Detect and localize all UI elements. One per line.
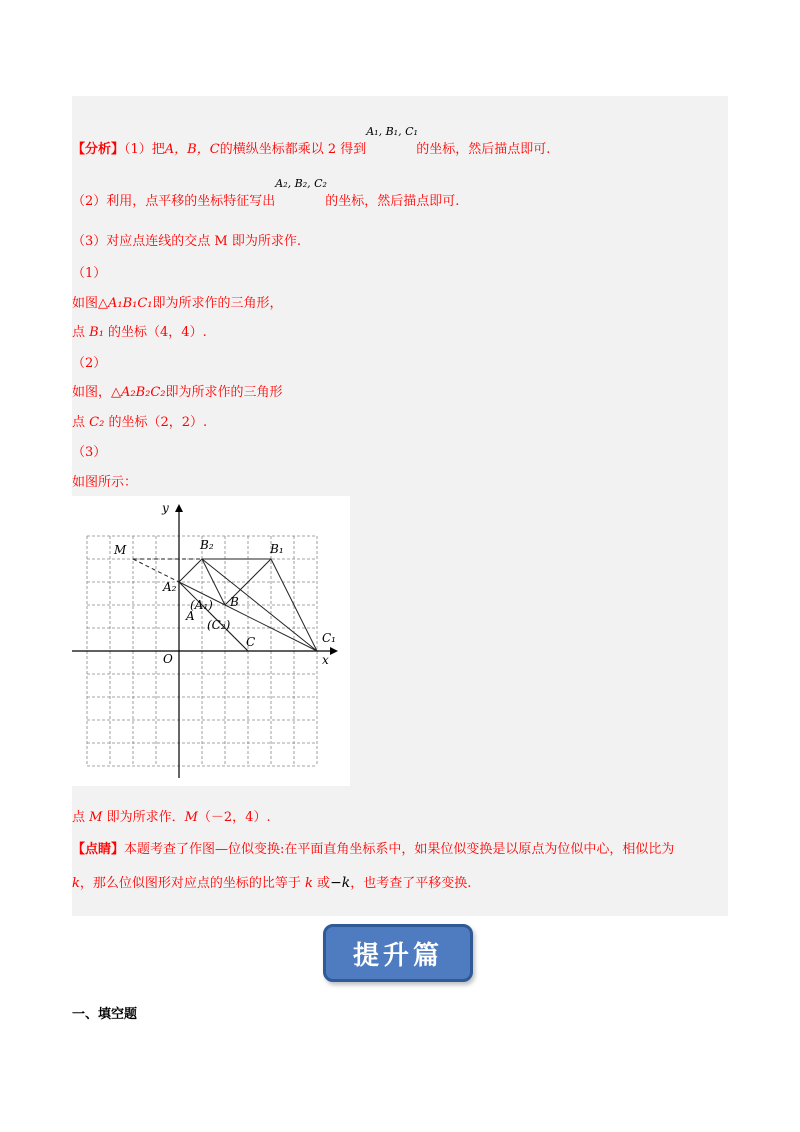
point-a1-label: (A₁) xyxy=(190,598,213,612)
triangle-a2b2c2: A₂B₂C₂ xyxy=(121,385,166,400)
solution-1-line-1 xyxy=(72,292,283,311)
text: （1）把 xyxy=(124,142,165,157)
point-a-label: A xyxy=(186,609,195,623)
text: （－2，4）. xyxy=(197,810,271,825)
text: 即为所求作． xyxy=(102,810,185,825)
points-a2b2c2 xyxy=(275,177,327,205)
point-b-label: B xyxy=(230,595,239,609)
coordinate-plane-svg xyxy=(72,496,350,786)
variable-k: k xyxy=(72,876,80,891)
comment-tag: 【点睛】 xyxy=(72,842,125,857)
text: 如图△ xyxy=(72,296,108,311)
point-a2-label: A₂ xyxy=(163,580,177,594)
solution-label-2: （2） xyxy=(72,356,107,371)
y-axis-arrow-icon xyxy=(175,504,183,512)
point-b1: B₁ xyxy=(89,325,104,340)
point-b1-label: B₁ xyxy=(270,542,284,556)
text: 本题考查了作图—位似变换:在平面直角坐标系中，如果位似变换是以原点为位似中心，相似比为 xyxy=(124,842,675,857)
text: 点 xyxy=(72,810,90,825)
point-c-label: C xyxy=(246,635,256,649)
points-a1b1c1 xyxy=(366,125,418,153)
analysis-tag: 【分析】 xyxy=(72,142,125,157)
text: 即为所求作的三角形， xyxy=(152,296,283,311)
text: 的坐标，然后描点即可. xyxy=(416,142,551,157)
text: 即为所求作的三角形 xyxy=(165,385,283,400)
solution-1-line-2 xyxy=(72,321,207,340)
text: 或 xyxy=(312,876,331,891)
section-banner: 提升篇 xyxy=(323,924,473,982)
text: 点 xyxy=(72,325,90,340)
comment-line-2 xyxy=(72,872,471,891)
points-a1b1c1-label: A₁, B₁, C₁ xyxy=(366,125,418,138)
y-axis-label: y xyxy=(162,501,169,515)
point-m: M xyxy=(89,810,103,825)
analysis-line-1 xyxy=(72,125,551,157)
point-m: M xyxy=(184,810,198,825)
section-title: 一、填空题 xyxy=(72,1007,138,1022)
points-abc: A，B，C xyxy=(164,142,220,157)
point-b2-label: B₂ xyxy=(200,538,214,552)
point-c2-label: (C₂) xyxy=(207,618,231,632)
analysis-line-3: （3）对应点连线的交点 M 即为所求作. xyxy=(72,234,301,249)
negative-k: −k xyxy=(330,875,351,891)
solution-2-line-1 xyxy=(72,381,283,400)
text: 点 xyxy=(72,415,90,430)
variable-k: k xyxy=(305,876,313,891)
point-m-label: M xyxy=(114,543,127,557)
text: 如图，△ xyxy=(72,385,121,400)
coordinate-figure xyxy=(72,496,350,786)
text: 的坐标，然后描点即可. xyxy=(325,194,460,209)
analysis-line-2 xyxy=(72,177,460,209)
text: 的坐标（4，4）. xyxy=(103,325,207,340)
triangle-a1b1c1: A₁B₁C₁ xyxy=(108,296,153,311)
solution-label-1: （1） xyxy=(72,266,107,281)
text: 的坐标（2，2）. xyxy=(104,415,208,430)
solution-3-line-1: 如图所示： xyxy=(72,475,138,490)
points-a2b2c2-label: A₂, B₂, C₂ xyxy=(275,177,327,190)
text: 的横纵坐标都乘以 2 得到 xyxy=(219,142,367,157)
text: （2）利用，点平移的坐标特征写出 xyxy=(72,194,276,209)
solution-label-3: （3） xyxy=(72,445,107,460)
text: ，那么位似图形对应点的坐标的比等于 xyxy=(79,876,306,891)
x-axis-label: x xyxy=(322,653,329,667)
point-c1-label: C₁ xyxy=(322,631,336,645)
point-m-result xyxy=(72,806,271,825)
comment-line-1 xyxy=(72,838,674,857)
x-axis-arrow-icon xyxy=(330,647,338,655)
text: ，也考查了平移变换. xyxy=(350,876,472,891)
solution-2-line-2 xyxy=(72,411,207,430)
origin-label: O xyxy=(163,652,173,666)
point-c2: C₂ xyxy=(89,415,105,430)
